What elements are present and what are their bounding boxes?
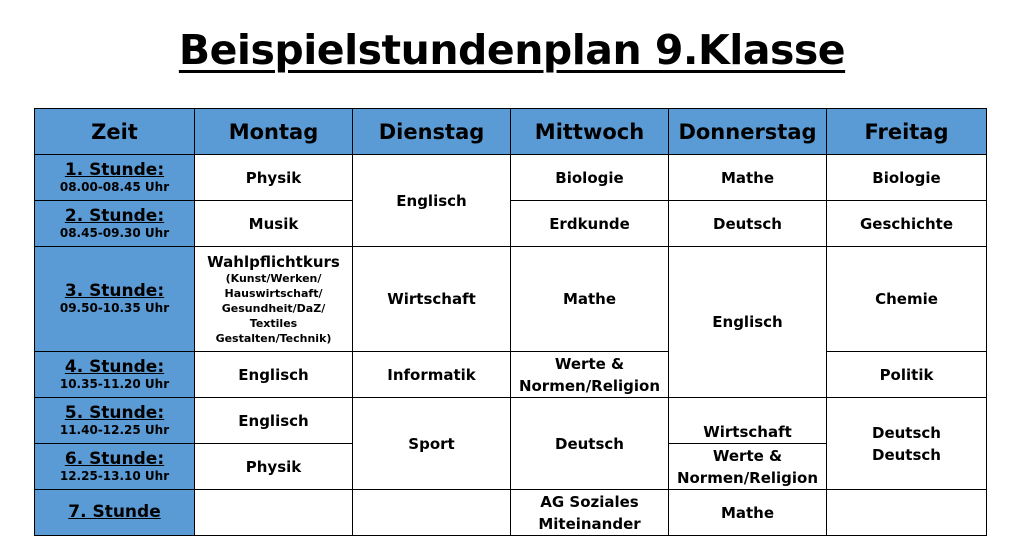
- subject-line: Miteinander: [538, 514, 641, 533]
- table-row: [35, 398, 987, 444]
- subject-cell: Informatik: [353, 352, 511, 398]
- timetable: [34, 108, 987, 536]
- period-time: 11.40-12.25 Uhr: [59, 422, 170, 437]
- subject-cell: Mathe: [669, 490, 827, 536]
- period-time: 08.45-09.30 Uhr: [59, 225, 170, 240]
- subject-cell: Physik: [195, 444, 353, 490]
- subject-cell: Physik: [195, 155, 353, 201]
- subject-cell: [353, 490, 511, 536]
- period-label: 5. Stunde:: [64, 402, 165, 423]
- period-label: 1. Stunde:: [64, 159, 165, 180]
- subject-line: Deutsch: [872, 445, 941, 464]
- subject-line: Normen/Religion: [676, 468, 819, 487]
- period-label: 4. Stunde:: [64, 356, 165, 377]
- subject-cell: Englisch: [195, 352, 353, 398]
- subject-cell: Geschichte: [827, 201, 987, 247]
- subject-cell: Wirtschaft: [353, 247, 511, 352]
- subject-line: Deutsch: [872, 423, 941, 442]
- subject-line: Werte &: [554, 354, 625, 373]
- subject-cell: [511, 352, 669, 398]
- period-cell: [35, 490, 195, 536]
- subject-line: Werte &: [712, 446, 783, 465]
- period-cell: [35, 155, 195, 201]
- subject-cell: [511, 490, 669, 536]
- subject-cell: Chemie: [827, 247, 987, 352]
- period-cell: [35, 352, 195, 398]
- subject-title: Wahlpflichtkurs: [207, 252, 340, 271]
- header-row: [35, 109, 987, 155]
- period-label: 6. Stunde:: [64, 448, 165, 469]
- subject-line: AG Soziales: [540, 492, 639, 511]
- subject-detail: Gesundheit/DaZ/: [221, 301, 326, 315]
- subject-cell: Musik: [195, 201, 353, 247]
- period-cell: [35, 444, 195, 490]
- subject-cell: Biologie: [511, 155, 669, 201]
- period-time: 09.50-10.35 Uhr: [59, 301, 170, 315]
- period-cell: [35, 398, 195, 444]
- subject-cell: Mathe: [669, 155, 827, 201]
- period-cell: [35, 247, 195, 352]
- subject-cell: [827, 490, 987, 536]
- period-time: 12.25-13.10 Uhr: [59, 468, 170, 483]
- subject-cell: Deutsch: [511, 398, 669, 490]
- subject-detail: (Kunst/Werken/: [225, 271, 322, 285]
- header-zeit: Zeit: [35, 109, 195, 155]
- table-row: [35, 155, 987, 201]
- table-row: [35, 352, 987, 398]
- subject-cell: Englisch: [195, 398, 353, 444]
- period-cell: [35, 201, 195, 247]
- header-monday: Montag: [195, 109, 353, 155]
- subject-cell: Biologie: [827, 155, 987, 201]
- table-row: [35, 247, 987, 352]
- subject-cell: [195, 247, 353, 352]
- table-row: [35, 490, 987, 536]
- period-label: 7. Stunde: [68, 502, 161, 522]
- subject-cell: Englisch: [669, 247, 827, 398]
- subject-cell: [827, 398, 987, 490]
- subject-cell: Politik: [827, 352, 987, 398]
- subject-detail: Hauswirtschaft/: [224, 286, 323, 300]
- header-tuesday: Dienstag: [353, 109, 511, 155]
- subject-cell: Mathe: [511, 247, 669, 352]
- subject-line: Normen/Religion: [518, 376, 661, 395]
- subject-detail: Gestalten/Technik): [215, 331, 332, 345]
- subject-cell: Englisch: [353, 155, 511, 247]
- subject-cell: Wirtschaft: [669, 398, 827, 444]
- period-time: 08.00-08.45 Uhr: [59, 179, 170, 194]
- period-label: 3. Stunde:: [64, 281, 165, 301]
- subject-cell: Erdkunde: [511, 201, 669, 247]
- page-title-text: Beispielstundenplan 9.Klasse: [178, 26, 846, 74]
- table-row: [35, 201, 987, 247]
- subject-detail: Textiles: [249, 316, 298, 330]
- subject-cell: Deutsch: [669, 201, 827, 247]
- subject-cell: [669, 444, 827, 490]
- period-time: 10.35-11.20 Uhr: [59, 376, 170, 391]
- header-friday: Freitag: [827, 109, 987, 155]
- page-title: [0, 26, 1024, 74]
- header-wednesday: Mittwoch: [511, 109, 669, 155]
- period-label: 2. Stunde:: [64, 205, 165, 226]
- subject-cell: Sport: [353, 398, 511, 490]
- subject-cell: [195, 490, 353, 536]
- header-thursday: Donnerstag: [669, 109, 827, 155]
